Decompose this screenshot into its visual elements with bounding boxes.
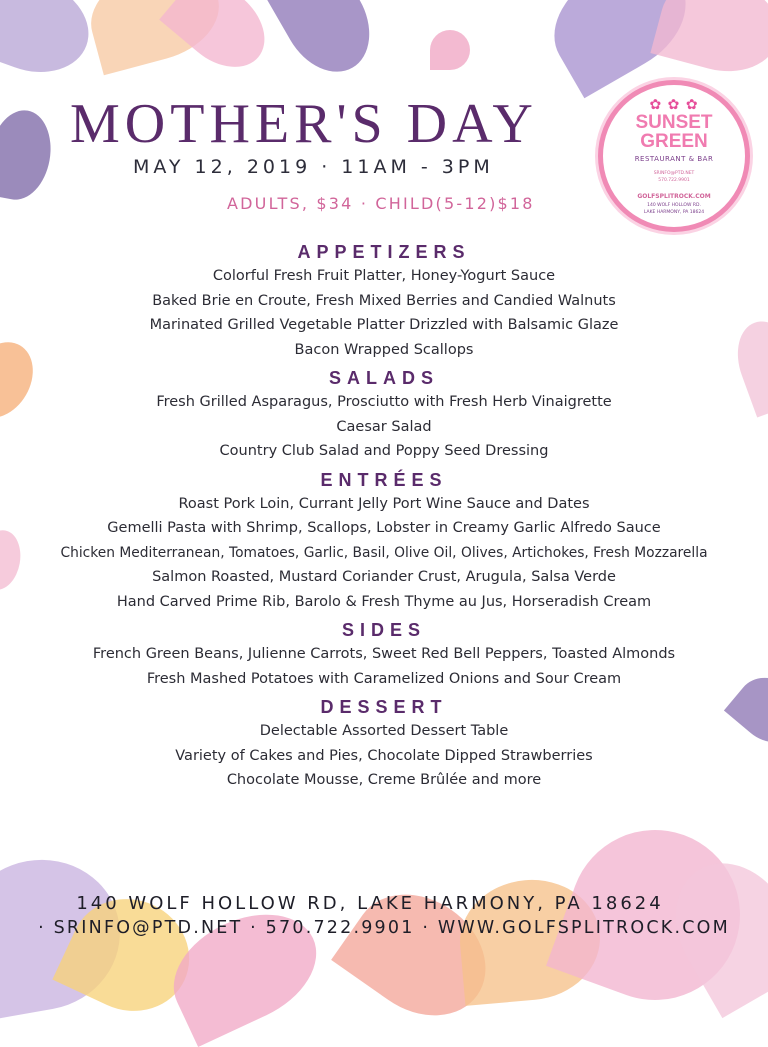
menu-item: Salmon Roasted, Mustard Coriander Crust, Arugula, Salsa Verde: [152, 569, 616, 585]
menu-section-appetizers: [0, 240, 768, 362]
section-heading: ENTRÉES: [320, 469, 448, 490]
logo-subtitle: RESTAURANT & BAR: [634, 155, 714, 163]
logo-phone: 570.722.9901: [658, 178, 690, 183]
floral-decoration: [430, 30, 470, 70]
event-date: MAY 12, 2019 · 11AM - 3PM: [133, 156, 494, 178]
menu-item: Roast Pork Loin, Currant Jelly Port Wine Sauce and Dates: [178, 495, 590, 512]
menu-item: Chocolate Mousse, Creme Brûlée and more: [226, 772, 542, 788]
menu-item: Hand Carved Prime Rib, Barolo & Fresh Thyme au Jus, Horseradish Cream: [116, 593, 652, 610]
logo-address2: LAKE HARMONY, PA 18624: [643, 210, 705, 215]
menu-item: French Green Beans, Julienne Carrots, Sweet Red Bell Peppers, Toasted Almonds: [92, 646, 676, 662]
logo-email: SRINFO@PTD.NET: [653, 171, 695, 176]
menu-item: Fresh Mashed Potatoes with Caramelized Onions and Sour Cream: [146, 670, 622, 687]
logo-brand-line2: GREEN: [640, 131, 708, 152]
menu-item: Caesar Salad: [336, 418, 432, 435]
floral-decoration: [263, 0, 387, 88]
menu-item: Marinated Grilled Vegetable Platter Drizzled with Balsamic Glaze: [149, 317, 619, 333]
menu-item: Fresh Grilled Asparagus, Prosciutto with Fresh Herb Vinaigrette: [156, 394, 612, 410]
menu-item: Variety of Cakes and Pies, Chocolate Dipped Strawberries: [175, 747, 593, 764]
menu-item: Gemelli Pasta with Shrimp, Scallops, Lobster in Creamy Garlic Alfredo Sauce: [107, 520, 661, 536]
logo-website: GOLFSPLITROCK.COM: [637, 193, 711, 200]
floral-decoration: [650, 0, 768, 84]
floral-decoration: [0, 0, 102, 88]
event-price: ADULTS, $34 · CHILD(5-12)$18: [227, 194, 535, 213]
footer-contact: · SRINFO@PTD.NET · 570.722.9901 · WWW.GOLFSPLITROCK.COM: [38, 918, 730, 938]
menu-item: Colorful Fresh Fruit Platter, Honey-Yogurt Sauce: [212, 268, 556, 284]
logo-brand: [603, 113, 745, 151]
menu-section-sides: [0, 618, 768, 691]
page-title: MOTHER'S DAY: [70, 93, 538, 155]
menu-section-dessert: [0, 695, 768, 793]
restaurant-logo: [598, 80, 750, 232]
menu-item: Baked Brie en Croute, Fresh Mixed Berries and Candied Walnuts: [152, 292, 616, 309]
menu-section-entrees: [0, 468, 768, 615]
footer-address: 140 WOLF HOLLOW RD, LAKE HARMONY, PA 18624: [76, 893, 664, 914]
section-heading: APPETIZERS: [297, 242, 471, 262]
menu-item: Delectable Assorted Dessert Table: [259, 723, 509, 739]
section-heading: SALADS: [328, 368, 439, 388]
menu: [0, 240, 768, 797]
menu-item: Bacon Wrapped Scallops: [294, 341, 474, 358]
section-heading: SIDES: [341, 620, 427, 640]
section-heading: DESSERT: [320, 697, 448, 717]
logo-address1: 140 WOLF HOLLOW RD.: [647, 203, 701, 208]
menu-item: Chicken Mediterranean, Tomatoes, Garlic, Basil, Olive Oil, Olives, Artichokes, Fresh Mozzarella: [60, 544, 708, 561]
menu-item: Country Club Salad and Poppy Seed Dressing: [219, 443, 549, 459]
flower-icon: ✿ ✿ ✿: [649, 97, 699, 113]
floral-decoration: [0, 105, 57, 204]
logo-brand-line1: SUNSET: [635, 112, 713, 133]
floral-decoration: [156, 893, 334, 1047]
menu-section-salads: [0, 366, 768, 464]
